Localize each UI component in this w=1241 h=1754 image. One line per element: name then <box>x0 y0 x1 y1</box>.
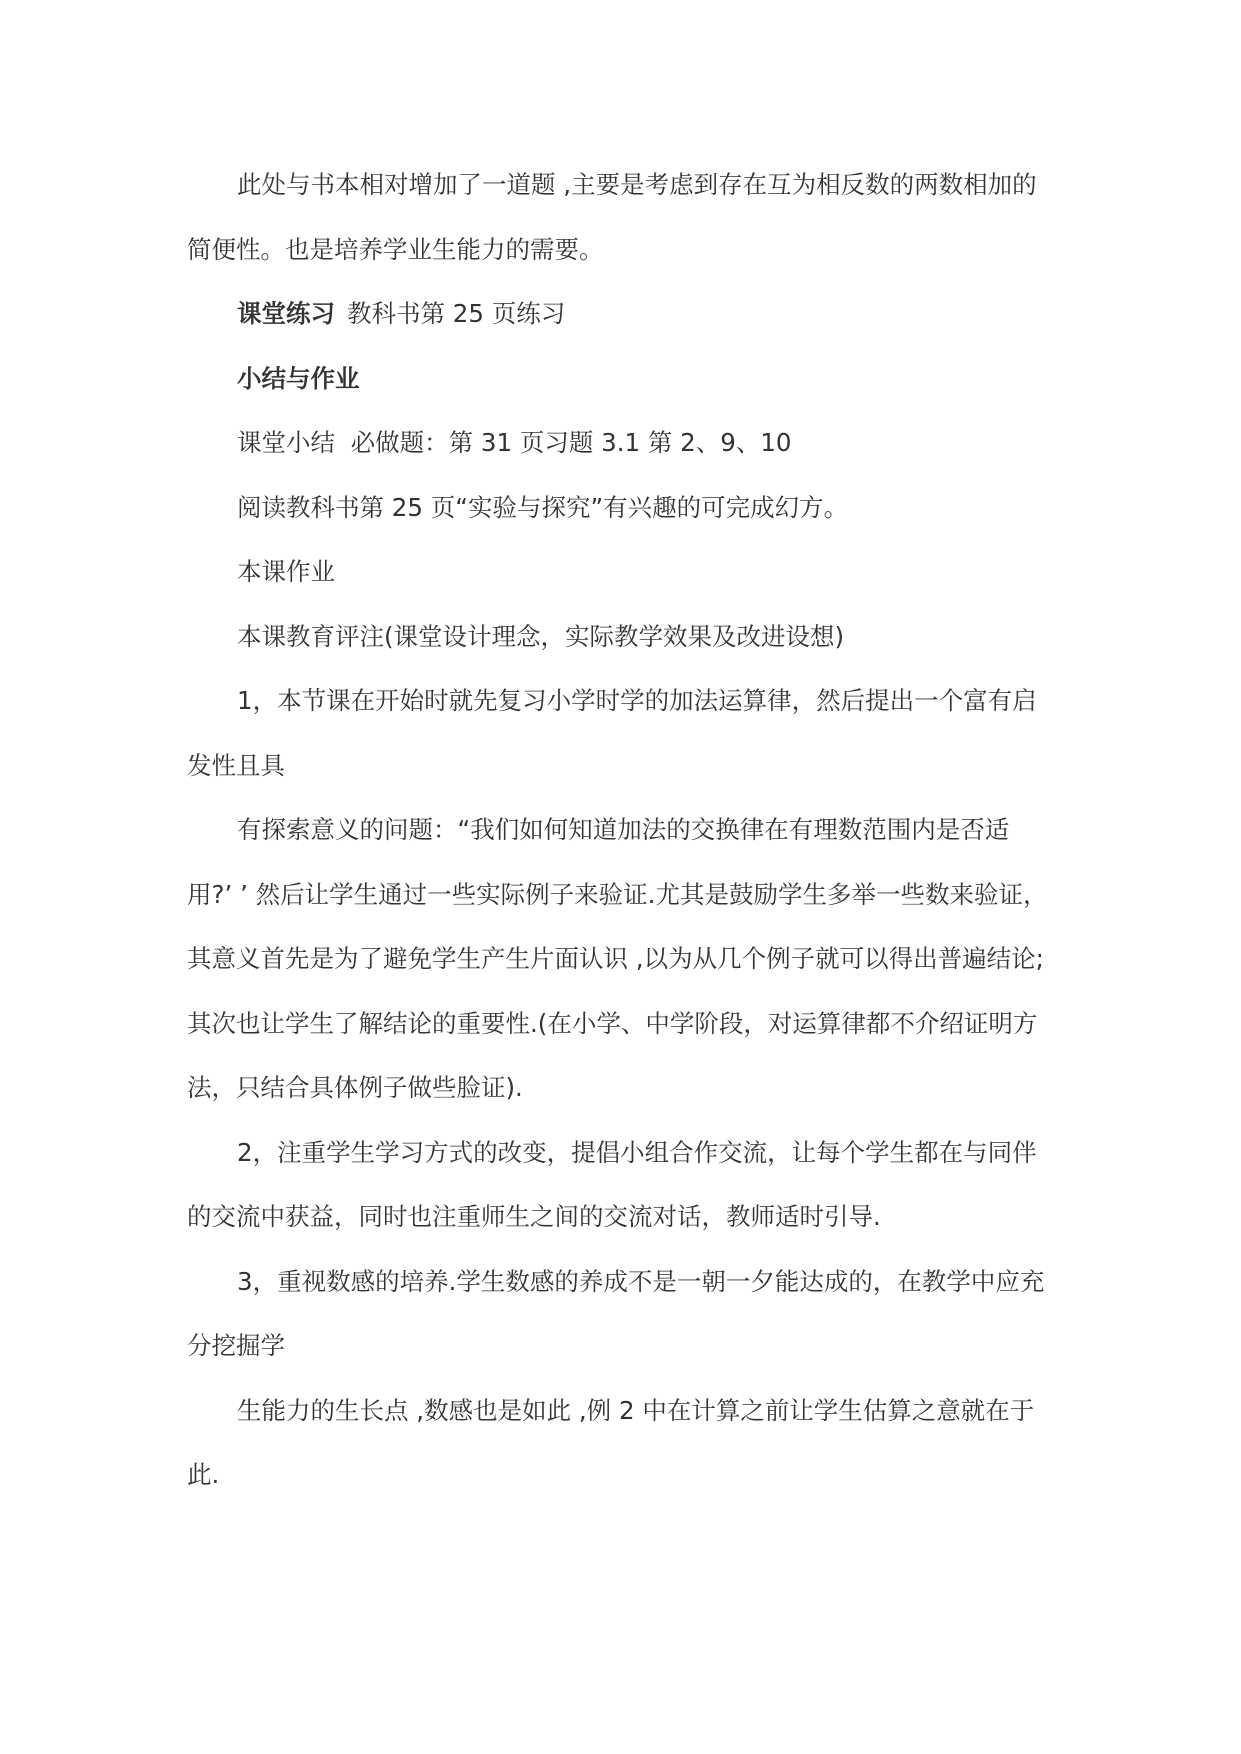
practice-label: 课堂练习 <box>237 299 335 328</box>
paragraph-line: 生能力的生长点 ,数感也是如此 ,例 2 中在计算之前让学生估算之意就在于 <box>237 1395 1035 1425</box>
paragraph-line: 其意义首先是为了避免学生产生片面认识 ,以为从几个例子就可以得出普遍结论; <box>187 944 1044 973</box>
paragraph-line: 其次也让学生了解结论的重要性.(在小学、中学阶段，对运算律都不介绍证明方 <box>187 1008 1038 1038</box>
paragraph-line: 的交流中获益，同时也注重师生之间的交流对话，教师适时引导. <box>187 1202 881 1231</box>
practice-text: 教科书第 25 页练习 <box>347 299 566 328</box>
paragraph-line: 分挖掘学 <box>187 1331 285 1360</box>
paragraph-line: 此处与书本相对增加了一道题 ,主要是考虑到存在互为相反数的两数相加的 <box>237 170 1037 199</box>
paragraph-line: 2，注重学生学习方式的改变，提倡小组合作交流，让每个学生都在与同伴 <box>237 1137 1037 1167</box>
paragraph-line: 1，本节课在开始时就先复习小学时学的加法运算律，然后提出一个富有启 <box>237 686 1037 715</box>
paragraph-line: 法，只结合具体例子做些脸证). <box>187 1073 523 1102</box>
paragraph-line: 3，重视数感的培养.学生数感的养成不是一朝一夕能达成的，在教学中应充 <box>237 1266 1045 1296</box>
paragraph-line: 本课教育评注(课堂设计理念，实际教学效果及改进设想) <box>237 621 845 651</box>
paragraph-line: 简便性。也是培养学业生能力的需要。 <box>187 234 604 264</box>
paragraph-line: 有探索意义的问题：“我们如何知道加法的交换律在有理数范围内是否适 <box>237 815 1010 844</box>
paragraph-line: 发性且具 <box>187 750 285 780</box>
practice-line <box>187 282 1091 347</box>
paragraph-line: 阅读教科书第 25 页“实验与探究”有兴趣的可完成幻方。 <box>237 492 849 522</box>
paragraph-line: 本课作业 <box>237 557 335 586</box>
paragraph-line: 用?’ ’ 然后让学生通过一些实际例子来验证.尤其是鼓励学生多举一些数来验证， <box>187 879 1048 909</box>
paragraph-line: 课堂小结 必做题：第 31 页习题 3.1 第 2、9、10 <box>237 428 792 457</box>
section-heading: 小结与作业 <box>237 363 360 393</box>
paragraph-line: 此. <box>187 1460 220 1489</box>
